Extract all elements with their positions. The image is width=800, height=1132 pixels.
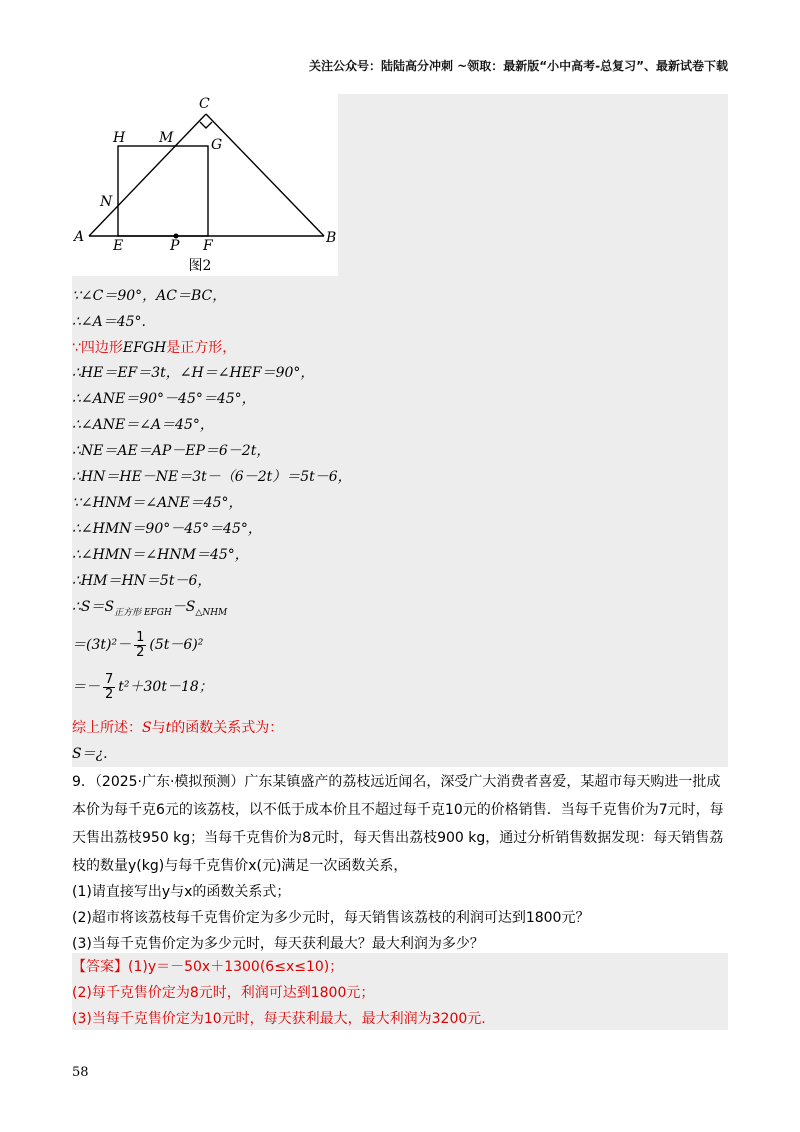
figure-caption: 图2: [188, 258, 212, 274]
label-B: B: [326, 230, 337, 246]
right-angle-mark: [200, 122, 212, 128]
label-A: A: [74, 229, 85, 245]
question-line-3: 天售出荔枝950 kg；当每千克售价为8元时，每天售出荔枝900 kg，通过分析销售数据发现：每天销售荔: [72, 830, 724, 846]
solution-line-13c: －S: [171, 599, 196, 615]
solution-line-2: ∴∠A＝45°.: [72, 314, 147, 330]
solution-line-13b: 正方形 EFGH: [114, 607, 172, 618]
solution-line-16c: 与: [151, 720, 166, 736]
question-line-2: 本价为每千克6元的该荔枝，以不低于成本价且不超过每千克10元的价格销售．当每千克售价为7元时，每: [72, 802, 724, 818]
figure-svg: [72, 94, 338, 276]
solution-line-6: ∴∠ANE＝∠A＝45°，: [72, 417, 214, 433]
label-G: G: [211, 137, 223, 153]
solution-line-1: ∵∠C＝90°，AC＝BC，: [72, 288, 227, 304]
solution-line-14a: ＝(3t)²－: [72, 637, 132, 653]
label-M: M: [159, 130, 174, 146]
answer-part-3: (3)当每千克售价定为10元时，每天获利最大，最大利润为3200元.: [72, 1011, 486, 1027]
solution-line-3b: EFGH: [122, 340, 167, 356]
solution-line-5: ∴∠ANE＝90°－45°＝45°，: [72, 391, 256, 407]
solution-line-3a: ∵四边形: [72, 340, 123, 356]
solution-line-8: ∴HN＝HE－NE＝3t－（6－2t）＝5t－6，: [72, 469, 352, 485]
geometry-figure: [72, 94, 338, 276]
question-part-2: (2)超市将该荔枝每千克售价定为多少元时，每天销售该荔枝的利润可达到1800元？: [72, 910, 590, 926]
solution-line-16d: t: [165, 720, 172, 736]
solution-line-13a: ∴S＝S: [72, 599, 115, 615]
label-H: H: [113, 130, 126, 146]
solution-line-3c: 是正方形，: [166, 340, 237, 356]
label-C: C: [199, 96, 210, 112]
label-E: E: [113, 238, 124, 254]
solution-line-7: ∴NE＝AE＝AP－EP＝6－2t，: [72, 443, 271, 459]
question-part-3: (3)当每千克售价定为多少元时，每天获利最大？最大利润为多少？: [72, 936, 484, 952]
page-number: 58: [72, 1065, 89, 1080]
solution-line-13d: △NHM: [195, 607, 228, 618]
question-line-1: 9．（2025·广东·模拟预测）广东某镇盛产的荔枝远近闻名，深受广大消费者喜爱，某超市每天购进一批成: [72, 774, 721, 790]
solution-line-17: S＝¿.: [72, 746, 108, 762]
label-F: F: [203, 238, 213, 254]
solution-line-15a: ＝－: [72, 679, 100, 695]
solution-line-10: ∴∠HMN＝90°－45°＝45°，: [72, 521, 262, 537]
question-line-4: 枝的数量y(kg)与每千克售价x(元)满足一次函数关系，: [72, 858, 408, 874]
fraction-seven-half: $\frac{7}{2}$: [105, 671, 114, 702]
solution-line-15b: t²＋30t－18；: [118, 679, 213, 695]
label-N: N: [100, 194, 113, 210]
solution-line-14b: (5t－6)²: [149, 637, 204, 653]
page-header: 关注公众号：陆陆高分冲刺 ~领取：最新版“小中高考-总复习”、最新试卷下载: [309, 59, 728, 73]
solution-line-9: ∵∠HNM＝∠ANE＝45°，: [72, 495, 243, 511]
solution-line-12: ∴HM＝HN＝5t－6，: [72, 573, 212, 589]
solution-line-11: ∴∠HMN＝∠HNM＝45°，: [72, 547, 249, 563]
fraction-one-half: $\frac{1}{2}$: [136, 629, 145, 660]
segment-BC: [206, 114, 324, 236]
solution-line-16a: 综上所述：: [72, 720, 142, 736]
solution-line-16e: 的函数关系式为：: [171, 720, 284, 736]
answer-part-2: (2)每千克售价定为8元时，利润可达到1800元；: [72, 985, 375, 1001]
answer-tag: 【答案】: [72, 959, 128, 975]
solution-line-16b: S: [142, 720, 152, 736]
label-P: P: [170, 238, 180, 254]
segment-AC: [89, 114, 206, 236]
question-part-1: (1)请直接写出y与x的函数关系式；: [72, 884, 291, 900]
answer-part-1: (1)y＝－50x＋1300(6≤x≤10)；: [128, 959, 344, 975]
solution-line-4: ∴HE＝EF＝3t，∠H＝∠HEF＝90°，: [72, 365, 315, 381]
